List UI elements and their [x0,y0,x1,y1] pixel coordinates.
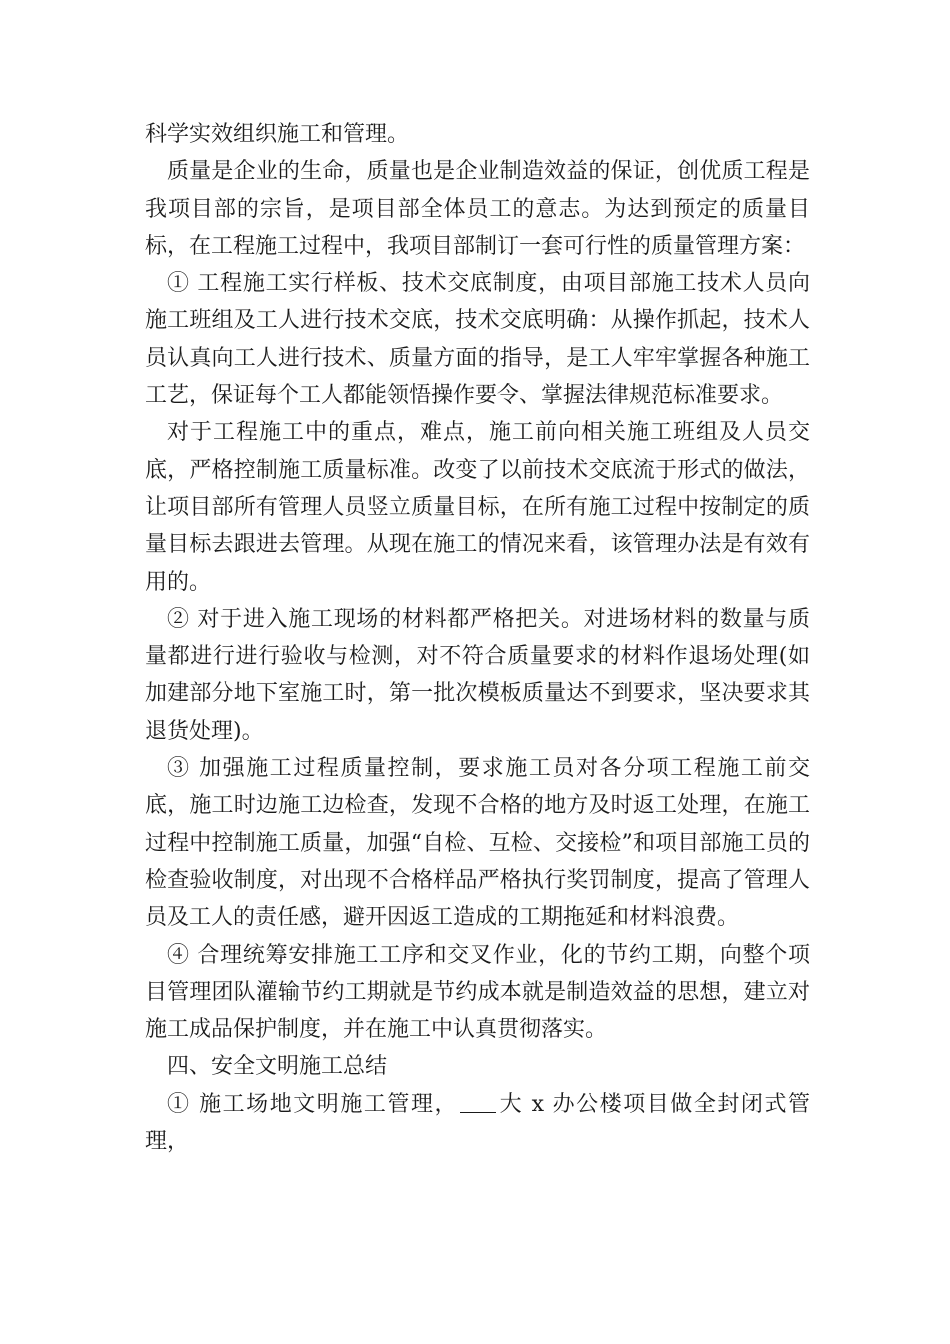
paragraph-quality-intro: 质量是企业的生命，质量也是企业制造效益的保证，创优质工程是我项目部的宗旨，是项目部全体员工的意志。为达到预定的质量目标，在工程施工过程中，我项目部制订一套可行性的质量管理方案： [145,159,810,259]
safety-item-text-end: 大 x 办公楼项目做全封闭式管理， [145,1091,810,1155]
paragraph-item-4: ④ 合理统筹安排施工工序和交叉作业，化的节约工期，向整个项目管理团队灌输节约工期就是节约成本就是制造效益的思想，建立对施工成品保护制度，并在施工中认真贯彻落实。 [145,942,810,1043]
section-heading-safety: 四、安全文明施工总结 [167,1054,388,1080]
paragraph-safety-item-1 [145,1086,810,1161]
paragraph-item-3: ③ 加强施工过程质量控制，要求施工员对各分项工程施工前交底，施工时边施工边检查，发现不合格的地方及时返工处理，在施工过程中控制施工质量，加强“自检、互检、交接检”和项目部施工员的检查验收制度，对出现不合格样品严格执行奖罚制度，提高了管理人员及工人的责任感，避开因返工造成的工期拖延和材料浪费。 [145,756,810,931]
paragraph-continuation: 科学实效组织施工和管理。 [145,122,410,147]
paragraph-key-points: 对于工程施工中的重点，难点，施工前向相关施工班组及人员交底，严格控制施工质量标准。改变了以前技术交底流于形式的做法，让项目部所有管理人员竖立质量目标，在所有施工过程中按制定的质量目标去跟进去管理。从现在施工的情况来看，该管理办法是有效有用的。 [145,420,810,595]
paragraph-item-1: ① 工程施工实行样板、技术交底制度，由项目部施工技术人员向施工班组及工人进行技术交底，技术交底明确：从操作抓起，技术人员认真向工人进行技术、质量方面的指导，是工人牢牢掌握各种施工工艺，保证每个工人都能领悟操作要令、掌握法律规范标准要求。 [145,271,810,409]
document-body [145,116,810,1160]
safety-item-text-start: ① 施工场地文明施工管理， [167,1091,459,1117]
fill-in-blank [460,1092,496,1113]
paragraph-item-2: ② 对于进入施工现场的材料都严格把关。对进场材料的数量与质量都进行进行验收与检测，对不符合质量要求的材料作退场处理(如加建部分地下室施工时，第一批次模板质量达不到要求，坚决要求其退货处理)。 [145,606,810,744]
